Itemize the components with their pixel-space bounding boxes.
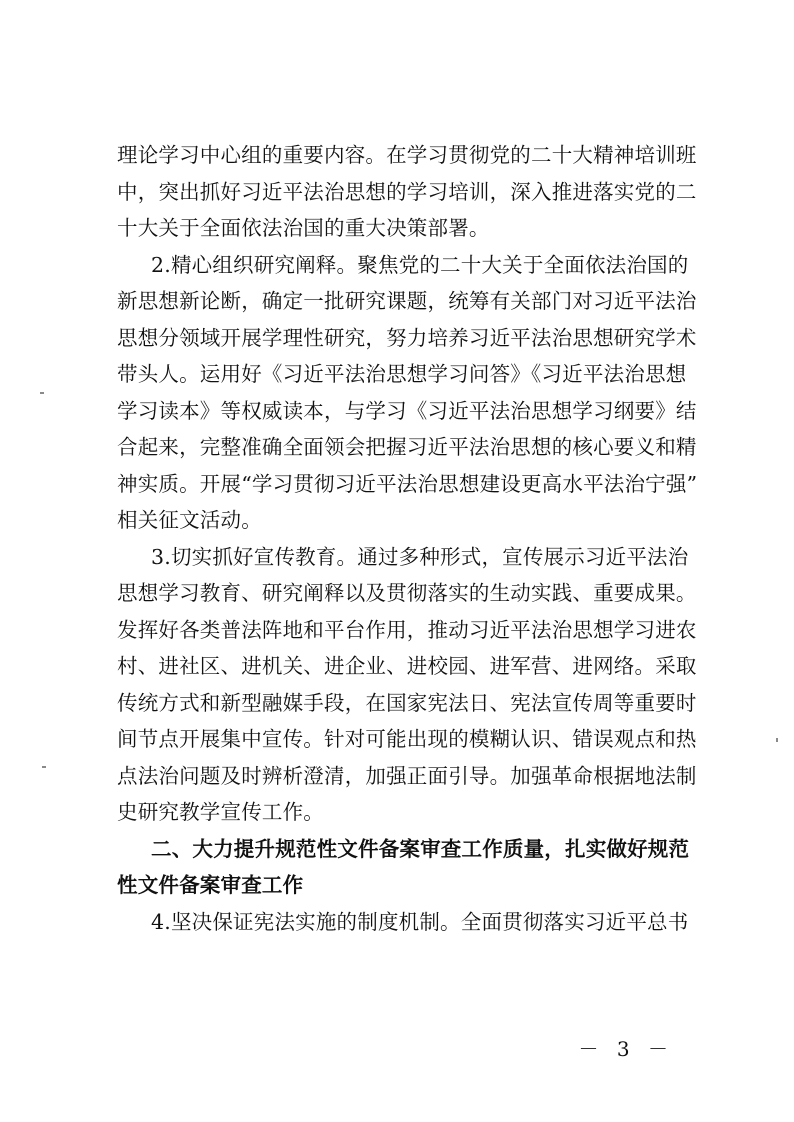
section-heading	[117, 831, 697, 904]
text-line: 4.坚决保证宪法实施的制度机制。全面贯彻落实习近平总书	[151, 909, 689, 934]
text-line: 点法治问题及时辨析澄清，加强正面引导。加强革命根据地法制	[117, 763, 697, 788]
text-line: 学习读本》等权威读本，与学习《习近平法治思想学习纲要》结	[117, 398, 697, 423]
scan-mark	[776, 738, 778, 742]
paragraph-1	[117, 137, 697, 247]
page-number: － 3 －	[578, 1037, 674, 1061]
text-line: 带头人。运用好《习近平法治思想学习问答》《习近平法治思想	[117, 362, 687, 386]
text-line: 2.精心组织研究阐释。聚焦党的二十大关于全面依法治国的	[151, 252, 689, 277]
text-line: 合起来，完整准确全面领会把握习近平法治思想的核心要义和精	[117, 435, 697, 459]
text-line: 思想分领域开展学理性研究，努力培养习近平法治思想研究学术	[117, 325, 697, 350]
text-line: 间节点开展集中宣传。针对可能出现的模糊认识、错误观点和热	[117, 727, 697, 751]
paragraph-3	[117, 539, 697, 831]
text-line: 新思想新论断，确定一批研究课题，统筹有关部门对习近平法治	[117, 289, 697, 313]
scan-mark	[42, 766, 46, 768]
text-line: 中，突出抓好习近平法治思想的学习培训，深入推进落实党的二	[117, 179, 697, 204]
document-body	[117, 137, 697, 940]
text-line: 村、进社区、进机关、进企业、进校园、进军营、进网络。采取	[117, 654, 697, 678]
scan-mark	[40, 392, 44, 394]
text-line: 3.切实抓好宣传教育。通过多种形式，宣传展示习近平法治	[151, 544, 689, 569]
text-line: 十大关于全面依法治国的重大决策部署。	[117, 216, 490, 240]
text-line: 发挥好各类普法阵地和平台作用，推动习近平法治思想学习进农	[117, 617, 697, 642]
text-line: 史研究教学宣传工作。	[117, 800, 324, 824]
text-line: 理论学习中心组的重要内容。在学习贯彻党的二十大精神培训班	[117, 143, 697, 167]
text-line: 思想学习教育、研究阐释以及贯彻落实的生动实践、重要成果。	[117, 581, 697, 605]
paragraph-2	[117, 247, 697, 539]
text-line: 传统方式和新型融媒手段，在国家宪法日、宪法宣传周等重要时	[117, 690, 697, 715]
text-line: 相关征文活动。	[117, 508, 262, 532]
heading-line: 性文件备案审查工作	[117, 873, 304, 897]
heading-line: 二、大力提升规范性文件备案审查工作质量，扎实做好规范	[151, 836, 690, 861]
text-line: 神实质。开展“学习贯彻习近平法治思想建设更高水平法治宁强”	[117, 471, 697, 496]
paragraph-4	[117, 904, 697, 941]
